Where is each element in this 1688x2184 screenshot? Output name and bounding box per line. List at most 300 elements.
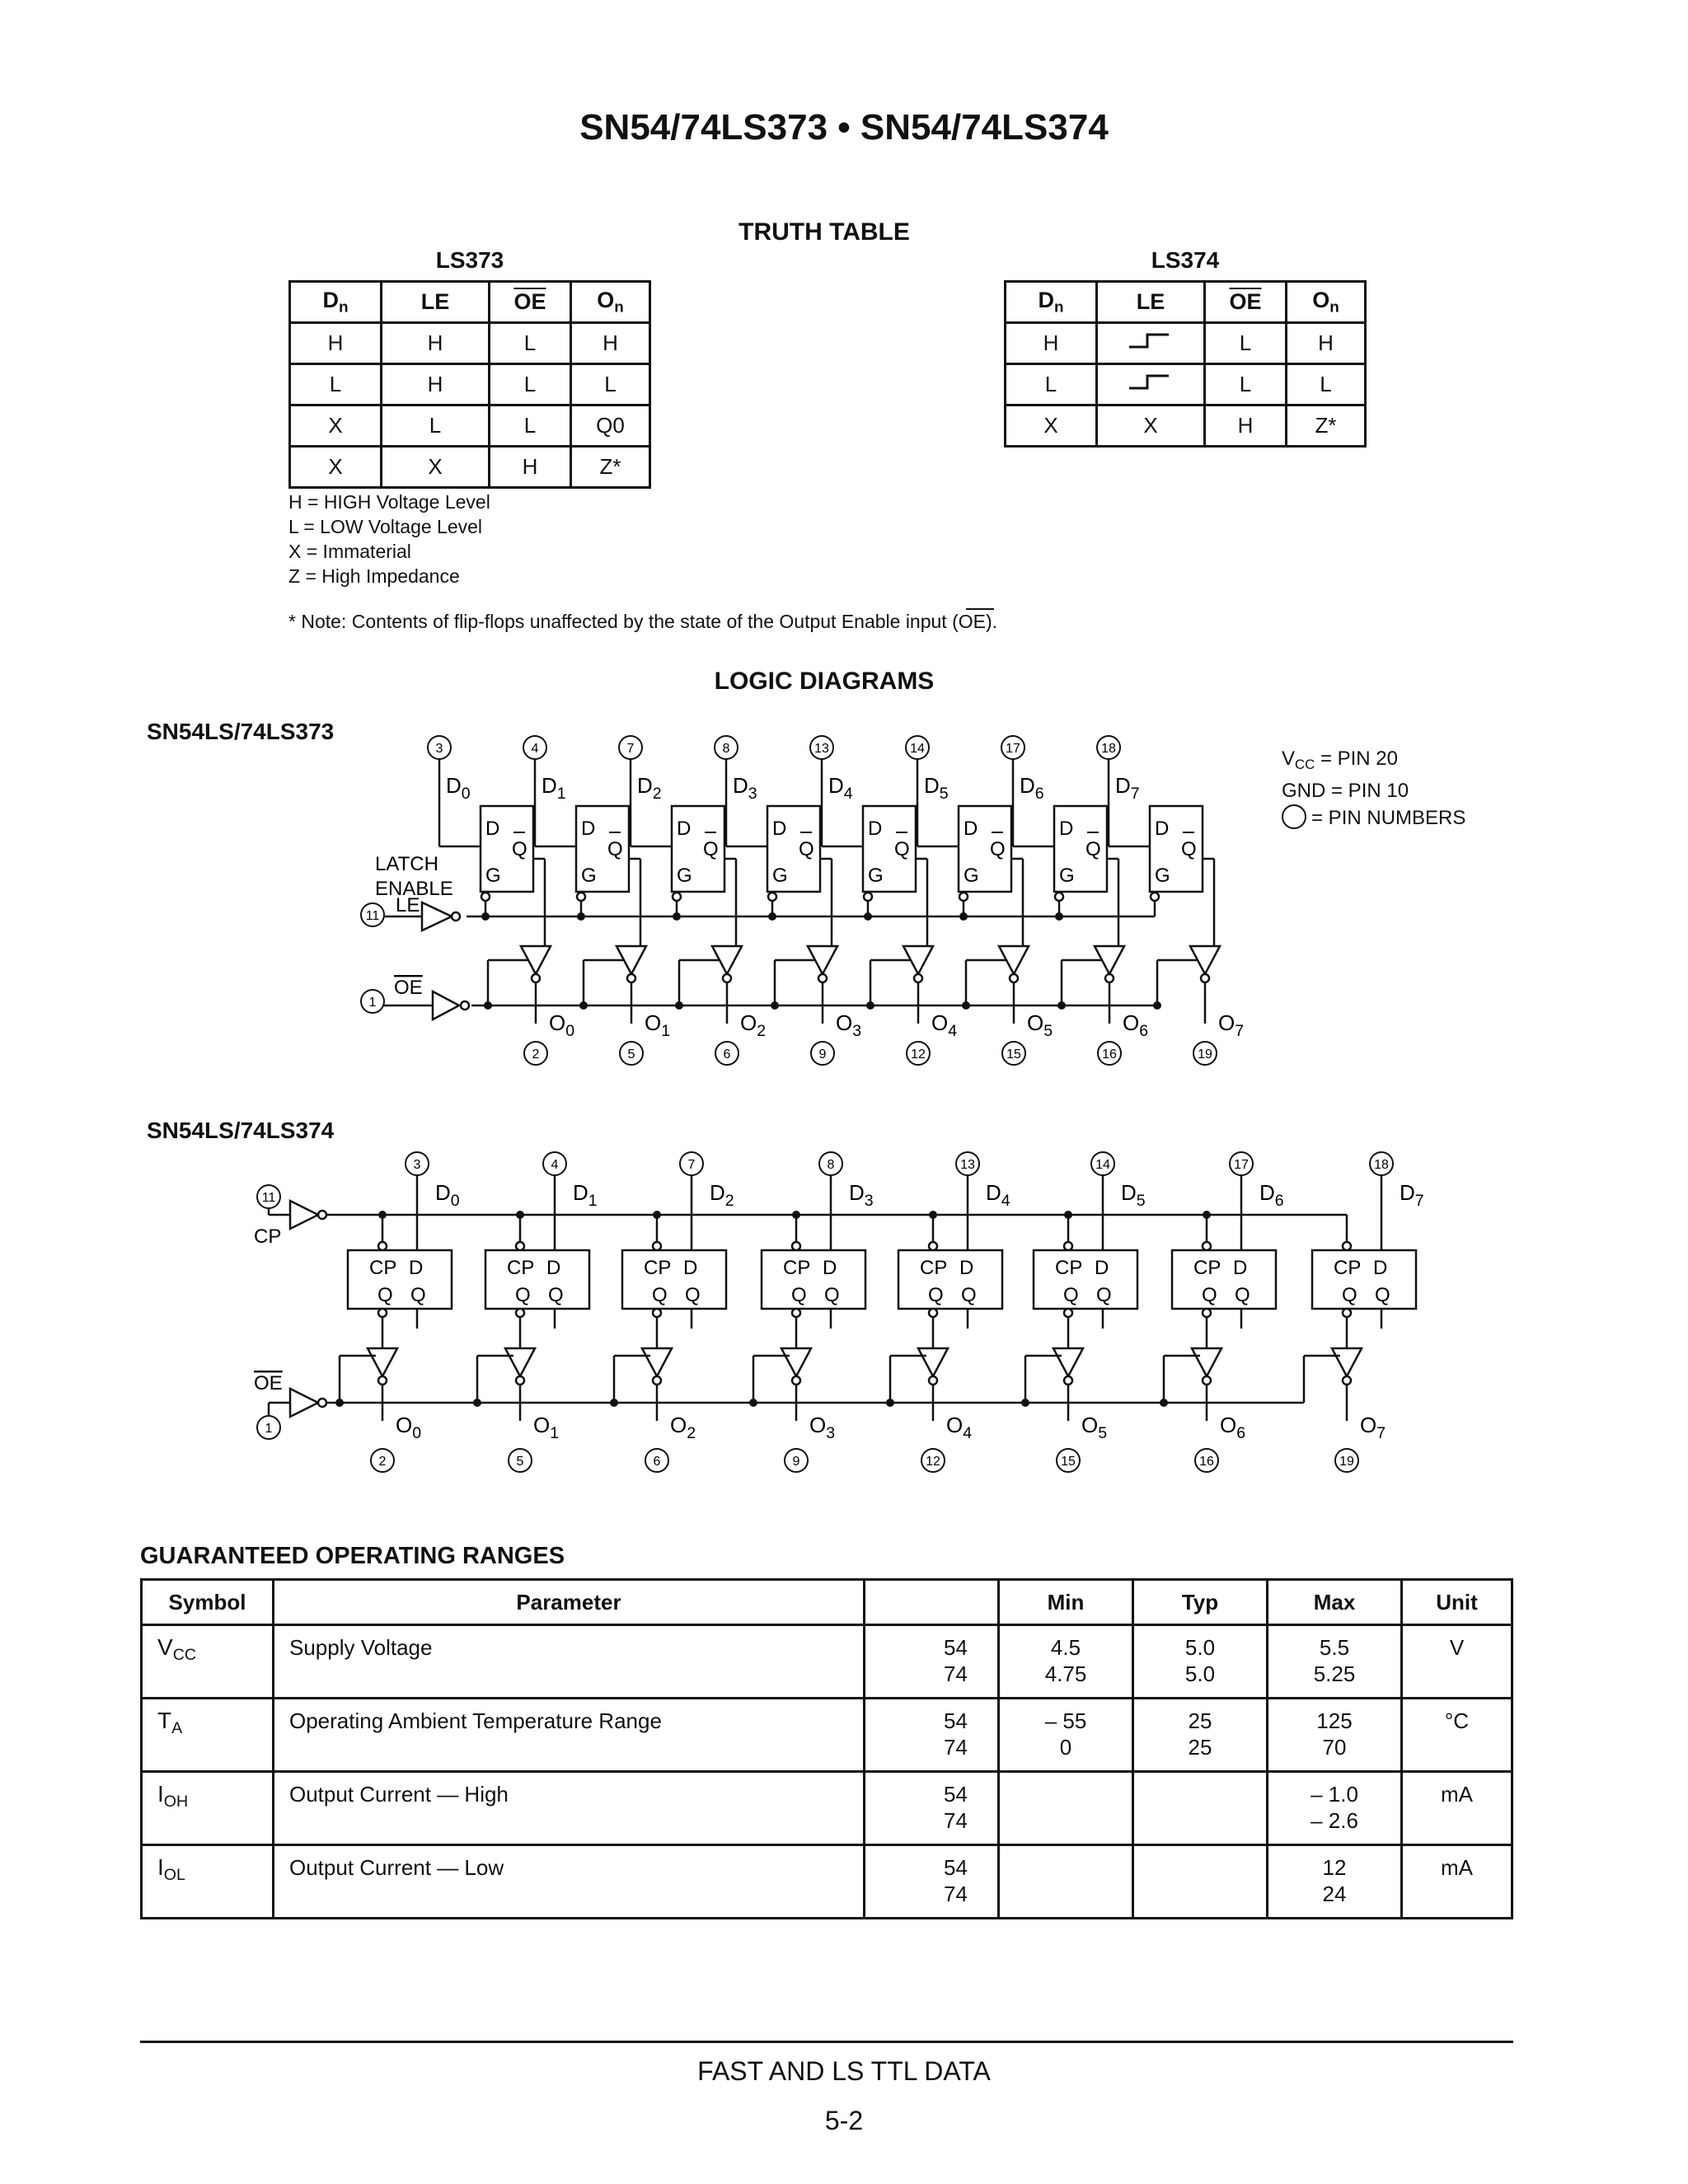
signal-label: $O_2$	[670, 1413, 696, 1442]
operating-ranges-table	[140, 1578, 1513, 1919]
tristate-buffer	[642, 1348, 672, 1376]
signal-label: $O_3$	[809, 1413, 836, 1442]
cp-label: CP	[254, 1226, 282, 1248]
latch-g-label: G	[1155, 865, 1170, 887]
ls373-logic-diagram	[0, 717, 1688, 1088]
latch-g-label: G	[964, 865, 979, 887]
table-row	[290, 405, 650, 447]
inversion-bubble	[378, 1309, 387, 1317]
latch-d-label: D	[1155, 818, 1170, 840]
pin-number: 2	[378, 1455, 387, 1469]
cell: L	[571, 364, 650, 405]
ff-d-label: D	[823, 1257, 837, 1279]
ff-q-label: Q	[961, 1284, 977, 1306]
tristate-buffer	[1192, 1348, 1221, 1376]
table-row	[1006, 323, 1366, 364]
unit-cell: mA	[1402, 1772, 1512, 1845]
pin-number: 13	[960, 1158, 975, 1172]
cell: X	[382, 447, 490, 488]
inversion-bubble	[768, 893, 776, 901]
pin-number: 1	[368, 996, 377, 1010]
gnd-note: GND = PIN 10	[1282, 780, 1409, 803]
ff-cp-label: CP	[369, 1257, 397, 1279]
latch-q-label: Q	[799, 838, 814, 860]
pin-number: 2	[532, 1047, 540, 1062]
typ-cell	[1133, 1772, 1268, 1845]
max-cell: – 1.0 – 2.6	[1268, 1772, 1402, 1845]
pin-number: 5	[627, 1047, 635, 1062]
signal-label: $O_3$	[836, 1010, 862, 1040]
pin-number: 16	[1199, 1455, 1214, 1469]
inversion-bubble	[1064, 1242, 1072, 1250]
signal-label: $D_1$	[542, 773, 566, 803]
symbol-cell: $I_{OH}$	[142, 1772, 274, 1845]
pin-number: 7	[687, 1158, 696, 1172]
pin-number: 12	[926, 1455, 940, 1469]
latch-d-label: D	[1059, 818, 1074, 840]
typ-cell	[1133, 1845, 1268, 1919]
grade-cell: 54 74	[865, 1625, 999, 1699]
unit-cell: °C	[1402, 1699, 1512, 1772]
ff-q-label: Q	[928, 1284, 944, 1306]
col-unit: Unit	[1402, 1580, 1512, 1625]
inversion-bubble	[532, 974, 540, 982]
truth-table-legend	[288, 490, 490, 588]
signal-label: $D_7$	[1400, 1180, 1424, 1210]
grade-cell: 54 74	[865, 1699, 999, 1772]
cell: L	[290, 364, 382, 405]
table-row	[290, 364, 650, 405]
ls374-truth-table	[1004, 280, 1367, 448]
latch-g-label: G	[485, 865, 501, 887]
cell: L	[490, 323, 571, 364]
oe-overbar	[966, 608, 994, 610]
typ-cell: 5.0 5.0	[1133, 1625, 1268, 1699]
latch-g-label: G	[868, 865, 884, 887]
latch-d-label: D	[868, 818, 883, 840]
pin-number: 11	[261, 1191, 276, 1205]
signal-label: $O_2$	[740, 1010, 767, 1040]
pin-number: 15	[1006, 1047, 1021, 1062]
pin-number-note: = PIN NUMBERS	[1282, 804, 1465, 832]
table-row	[142, 1625, 1512, 1699]
inversion-bubble	[1055, 893, 1063, 901]
pin-number: 7	[626, 742, 635, 756]
ff-d-label: D	[959, 1257, 974, 1279]
signal-label: $D_6$	[1259, 1180, 1284, 1210]
ff-cp-label: CP	[920, 1257, 948, 1279]
tristate-buffer	[918, 1348, 948, 1376]
cell: L	[490, 405, 571, 447]
signal-label: $O_0$	[549, 1010, 575, 1040]
latch-d-label: D	[964, 818, 978, 840]
ff-d-label: D	[1233, 1257, 1248, 1279]
cell: H	[1287, 323, 1366, 364]
ff-cp-label: CP	[1193, 1257, 1221, 1279]
ff-d-label: D	[1373, 1257, 1388, 1279]
inversion-bubble	[461, 1001, 469, 1010]
ff-cp-label: CP	[1334, 1257, 1362, 1279]
col-min: Min	[999, 1580, 1133, 1625]
cell: H	[290, 323, 382, 364]
inversion-bubble	[792, 1376, 800, 1385]
inversion-bubble	[864, 893, 872, 901]
table-row	[142, 1772, 1512, 1845]
inversion-bubble	[1343, 1309, 1351, 1317]
inversion-bubble	[452, 912, 460, 921]
tristate-buffer	[505, 1348, 535, 1376]
pin-number: 18	[1101, 742, 1116, 756]
col-le: LE	[1097, 282, 1205, 323]
ff-q-label: Q	[685, 1284, 701, 1306]
inversion-bubble	[516, 1309, 524, 1317]
cell: X	[290, 447, 382, 488]
pin-number: 15	[1061, 1455, 1076, 1469]
inversion-bubble	[1203, 1376, 1211, 1385]
signal-label: $D_4$	[986, 1180, 1010, 1210]
inversion-bubble	[318, 1211, 326, 1219]
ff-q-label: Q	[515, 1284, 531, 1306]
rising-edge-icon	[1097, 323, 1205, 364]
pin-number: 1	[265, 1422, 273, 1436]
pin-number: 5	[516, 1455, 524, 1469]
min-cell: 4.5 4.75	[999, 1625, 1133, 1699]
signal-label: $O_1$	[645, 1010, 671, 1040]
signal-label: $D_4$	[828, 773, 853, 803]
signal-label: $D_0$	[446, 773, 471, 803]
latch-g-label: G	[772, 865, 788, 887]
max-cell: 12 24	[1268, 1845, 1402, 1919]
signal-label: $D_1$	[573, 1180, 598, 1210]
cell: H	[382, 323, 490, 364]
inversion-bubble	[653, 1242, 661, 1250]
truth-table-title: TRUTH TABLE	[738, 218, 910, 246]
parameter-cell: Supply Voltage	[274, 1625, 865, 1699]
signal-label: $O_0$	[396, 1413, 422, 1442]
signal-label: $D_6$	[1020, 773, 1044, 803]
inversion-bubble	[1010, 974, 1018, 982]
flip-flop-box	[762, 1250, 865, 1309]
symbol-cell: $I_{OL}$	[142, 1845, 274, 1919]
inversion-bubble	[1064, 1309, 1072, 1317]
ff-q-label: Q	[377, 1284, 393, 1306]
inversion-bubble	[929, 1309, 937, 1317]
latch-q-label: Q	[1085, 838, 1101, 860]
cell: Z*	[571, 447, 650, 488]
input-buffer	[433, 991, 459, 1019]
enable-label: ENABLE	[375, 878, 453, 900]
cell: L	[1205, 323, 1287, 364]
inversion-bubble	[378, 1242, 387, 1250]
le-label: LE	[396, 894, 420, 916]
input-buffer	[422, 902, 452, 930]
inversion-bubble	[792, 1309, 800, 1317]
ff-cp-label: CP	[507, 1257, 535, 1279]
rising-edge-icon	[1097, 364, 1205, 405]
latch-d-label: D	[772, 818, 787, 840]
pin-number: 3	[435, 742, 443, 756]
cell: H	[382, 364, 490, 405]
min-cell	[999, 1845, 1133, 1919]
table-row	[1006, 405, 1366, 447]
latch-d-label: D	[677, 818, 692, 840]
ls374-logic-diagram	[0, 1137, 1688, 1492]
max-cell: 5.5 5.25	[1268, 1625, 1402, 1699]
cell: X	[1006, 405, 1097, 447]
tristate-buffer	[1053, 1348, 1083, 1376]
signal-label: $D_0$	[435, 1180, 460, 1210]
cell: Q0	[571, 405, 650, 447]
table-row	[290, 323, 650, 364]
col-grade	[865, 1580, 999, 1625]
page-number: 5-2	[824, 2106, 864, 2135]
pin-number: 3	[413, 1158, 421, 1172]
ff-cp-label: CP	[1055, 1257, 1083, 1279]
inversion-bubble	[929, 1242, 937, 1250]
pin-number: 6	[723, 1047, 731, 1062]
symbol-cell: $T_A$	[142, 1699, 274, 1772]
cell: L	[1006, 364, 1097, 405]
flip-flop-box	[348, 1250, 452, 1309]
latch-g-label: G	[677, 865, 692, 887]
col-on: $O_n$	[1287, 282, 1366, 323]
col-oe: $\overline{OE}$	[1205, 282, 1287, 323]
pin-number: 14	[1095, 1158, 1110, 1172]
operating-ranges-title: GUARANTEED OPERATING RANGES	[140, 1543, 565, 1569]
unit-cell: mA	[1402, 1845, 1512, 1919]
flip-flop-box	[485, 1250, 589, 1309]
signal-label: $D_3$	[849, 1180, 874, 1210]
col-parameter: Parameter	[274, 1580, 865, 1625]
ff-q-label: Q	[791, 1284, 807, 1306]
latch-q-label: Q	[703, 838, 719, 860]
pin-number: 8	[722, 742, 730, 756]
legend-item: X = Immaterial	[288, 541, 411, 562]
ff-q-label: Q	[824, 1284, 840, 1306]
pin-number: 4	[551, 1158, 559, 1172]
footer-text: FAST AND LS TTL DATA	[697, 2056, 991, 2086]
vcc-note: $V_{CC}$ = PIN 20	[1282, 748, 1398, 773]
inversion-bubble	[481, 893, 490, 901]
flip-flop-box	[898, 1250, 1002, 1309]
signal-label: $O_6$	[1220, 1413, 1246, 1442]
inversion-bubble	[914, 974, 922, 982]
unit-cell: V	[1402, 1625, 1512, 1699]
signal-label: $O_4$	[931, 1010, 958, 1040]
ff-q-label: Q	[1375, 1284, 1390, 1306]
pin-number: 14	[910, 742, 925, 756]
oe-label: OE	[394, 977, 423, 999]
cell: X	[290, 405, 382, 447]
latch-q-label: Q	[512, 838, 528, 860]
inversion-bubble	[1343, 1242, 1351, 1250]
pin-number: 9	[818, 1047, 827, 1062]
legend-item: H = HIGH Voltage Level	[288, 491, 490, 513]
signal-label: $D_3$	[733, 773, 757, 803]
latch-label: LATCH	[375, 853, 438, 875]
logic-diagrams-title: LOGIC DIAGRAMS	[714, 668, 935, 695]
pin-number: 19	[1339, 1455, 1354, 1469]
min-cell	[999, 1772, 1133, 1845]
inversion-bubble	[1203, 1242, 1211, 1250]
ff-d-label: D	[409, 1257, 424, 1279]
parameter-cell: Operating Ambient Temperature Range	[274, 1699, 865, 1772]
pin-number: 18	[1374, 1158, 1389, 1172]
inversion-bubble	[653, 1309, 661, 1317]
ls374-diagram-label: SN54LS/74LS374	[147, 1118, 335, 1143]
inversion-bubble	[818, 974, 827, 982]
max-cell: 125 70	[1268, 1699, 1402, 1772]
col-typ: Typ	[1133, 1580, 1268, 1625]
pin-number: 6	[653, 1455, 661, 1469]
inversion-bubble	[516, 1242, 524, 1250]
signal-label: $O_7$	[1218, 1010, 1245, 1040]
inversion-bubble	[929, 1376, 937, 1385]
input-buffer	[290, 1201, 318, 1229]
col-symbol: Symbol	[142, 1580, 274, 1625]
col-dn: $D_n$	[290, 282, 382, 323]
signal-label: $D_5$	[1121, 1180, 1146, 1210]
cell: Z*	[1287, 405, 1366, 447]
ls373-diagram-label: SN54LS/74LS373	[147, 719, 335, 744]
grade-cell: 54 74	[865, 1772, 999, 1845]
parameter-cell: Output Current — High	[274, 1772, 865, 1845]
tristate-buffer	[1332, 1348, 1362, 1376]
inversion-bubble	[1151, 893, 1159, 901]
signal-label: $D_5$	[924, 773, 949, 803]
ff-d-label: D	[683, 1257, 698, 1279]
cell: H	[1006, 323, 1097, 364]
inversion-bubble	[792, 1242, 800, 1250]
latch-d-label: D	[485, 818, 500, 840]
latch-q-label: Q	[1181, 838, 1197, 860]
inversion-bubble	[516, 1376, 524, 1385]
ff-q-label: Q	[652, 1284, 668, 1306]
min-cell: – 55 0	[999, 1699, 1133, 1772]
legend-item: Z = High Impedance	[288, 565, 460, 587]
ff-q-label: Q	[1235, 1284, 1250, 1306]
ff-cp-label: CP	[644, 1257, 672, 1279]
ff-d-label: D	[546, 1257, 561, 1279]
flip-flop-box	[1172, 1250, 1276, 1309]
pin-number: 17	[1006, 742, 1020, 756]
signal-label: $D_7$	[1115, 773, 1140, 803]
signal-label: $O_6$	[1123, 1010, 1149, 1040]
pin-number: 11	[365, 909, 380, 923]
pin-number: 19	[1198, 1047, 1212, 1062]
ff-d-label: D	[1095, 1257, 1109, 1279]
signal-label: $O_5$	[1081, 1413, 1108, 1442]
pin-number: 13	[814, 742, 829, 756]
ff-q-label: Q	[410, 1284, 426, 1306]
grade-cell: 54 74	[865, 1845, 999, 1919]
cell: L	[1205, 364, 1287, 405]
flip-flop-box	[1034, 1250, 1137, 1309]
signal-label: $O_1$	[533, 1413, 560, 1442]
ff-cp-label: CP	[783, 1257, 811, 1279]
typ-cell: 25 25	[1133, 1699, 1268, 1772]
table-row	[142, 1699, 1512, 1772]
pin-number: 17	[1234, 1158, 1249, 1172]
ff-q-label: Q	[1202, 1284, 1217, 1306]
ls374-table-title: LS374	[1151, 247, 1220, 273]
legend-item: L = LOW Voltage Level	[288, 516, 483, 537]
latch-q-label: Q	[607, 838, 623, 860]
col-oe: $\overline{OE}$	[490, 282, 571, 323]
pin-number: 16	[1102, 1047, 1117, 1062]
inversion-bubble	[1343, 1376, 1351, 1385]
signal-label: $O_4$	[946, 1413, 973, 1442]
cell: L	[490, 364, 571, 405]
inversion-bubble	[1201, 974, 1209, 982]
inversion-bubble	[627, 974, 635, 982]
ls373-truth-table	[288, 280, 651, 489]
pin-number: 9	[792, 1455, 800, 1469]
inversion-bubble	[378, 1376, 387, 1385]
inversion-bubble	[1105, 974, 1114, 982]
cell: H	[490, 447, 571, 488]
latch-q-label: Q	[894, 838, 910, 860]
col-dn: $D_n$	[1006, 282, 1097, 323]
inversion-bubble	[318, 1399, 326, 1407]
ff-q-label: Q	[1342, 1284, 1357, 1306]
latch-d-label: D	[581, 818, 596, 840]
inversion-bubble	[653, 1376, 661, 1385]
parameter-cell: Output Current — Low	[274, 1845, 865, 1919]
pin-number: 4	[531, 742, 539, 756]
ff-q-label: Q	[1096, 1284, 1112, 1306]
col-on: $O_n$	[571, 282, 650, 323]
inversion-bubble	[577, 893, 585, 901]
symbol-cell: $V_{CC}$	[142, 1625, 274, 1699]
pin-number: 12	[911, 1047, 926, 1062]
signal-label: $D_2$	[710, 1180, 734, 1210]
ff-q-label: Q	[548, 1284, 564, 1306]
inversion-bubble	[959, 893, 968, 901]
inversion-bubble	[1203, 1309, 1211, 1317]
flip-flop-box	[1312, 1250, 1416, 1309]
col-le: LE	[382, 282, 490, 323]
cell: H	[1205, 405, 1287, 447]
page-title: SN54/74LS373 • SN54/74LS374	[579, 107, 1109, 148]
signal-label: $O_5$	[1027, 1010, 1053, 1040]
cell: L	[1287, 364, 1366, 405]
tristate-buffer	[368, 1348, 397, 1376]
cell: L	[382, 405, 490, 447]
tristate-buffer	[781, 1348, 811, 1376]
input-buffer	[290, 1389, 318, 1417]
inversion-bubble	[723, 974, 731, 982]
oe-label: OE	[254, 1372, 283, 1394]
ff-q-label: Q	[1063, 1284, 1079, 1306]
inversion-bubble	[1064, 1376, 1072, 1385]
latch-g-label: G	[581, 865, 597, 887]
table-row	[290, 447, 650, 488]
ls373-table-title: LS373	[435, 247, 504, 273]
cell: H	[571, 323, 650, 364]
flip-flop-box	[622, 1250, 726, 1309]
pin-number: 8	[827, 1158, 835, 1172]
table-row	[1006, 364, 1366, 405]
truth-table-note: * Note: Contents of flip-flops unaffected by the state of the Output Enable input (OE).	[288, 611, 998, 632]
signal-label: $O_7$	[1360, 1413, 1386, 1442]
inversion-bubble	[673, 893, 681, 901]
latch-g-label: G	[1059, 865, 1075, 887]
col-max: Max	[1268, 1580, 1402, 1625]
signal-label: $D_2$	[637, 773, 662, 803]
latch-q-label: Q	[990, 838, 1006, 860]
footer-rule	[140, 2041, 1513, 2043]
